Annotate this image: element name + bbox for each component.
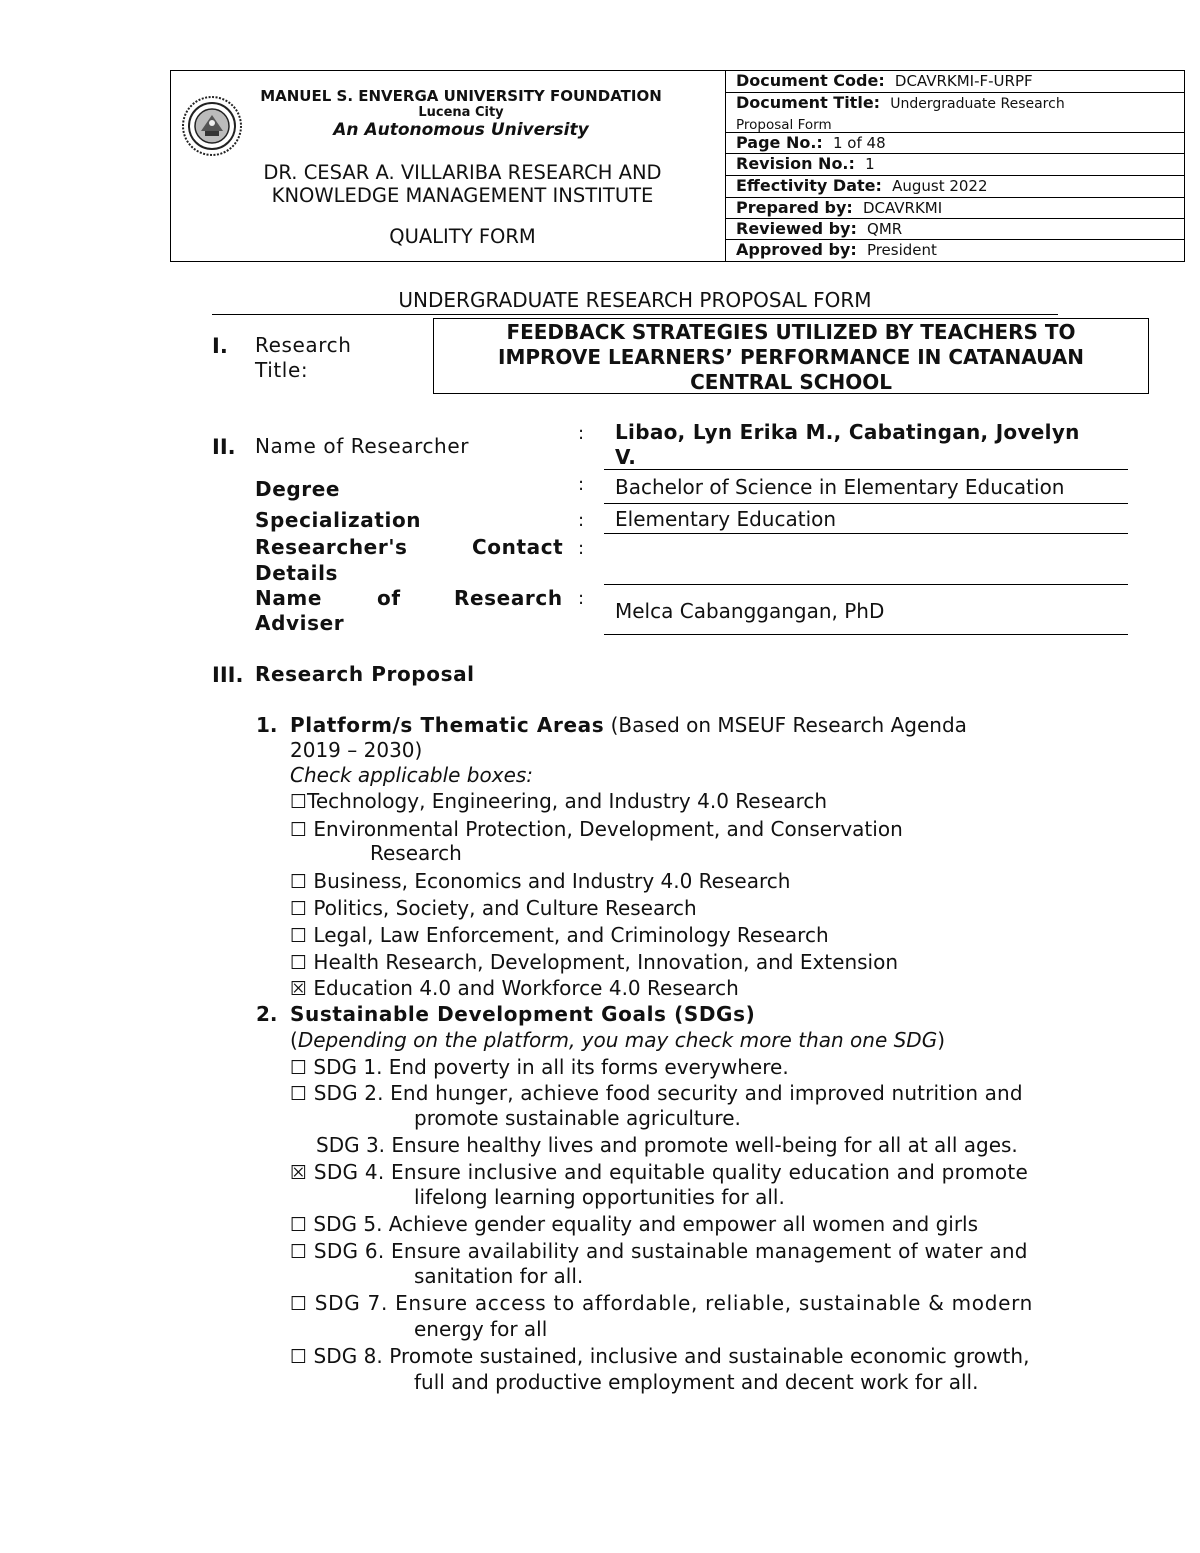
checkbox-unchecked-icon[interactable]: ☐: [290, 898, 308, 920]
option-text-continued: Research: [370, 841, 462, 865]
colon: :: [578, 474, 585, 495]
sdg-text-continued: promote sustainable agriculture.: [414, 1106, 741, 1130]
adviser-label-word3: Research: [454, 586, 563, 610]
colon: :: [578, 538, 585, 559]
researcher-name-label: Name of Researcher: [255, 434, 470, 458]
platform-option[interactable]: [290, 950, 898, 974]
university-name: MANUEL S. ENVERGA UNIVERSITY FOUNDATION: [260, 87, 662, 105]
sdg-option[interactable]: [290, 1344, 1030, 1368]
platform-option[interactable]: [290, 789, 827, 813]
label-line: Title:: [255, 358, 309, 382]
meta-revision-no: [726, 154, 1184, 176]
checkbox-unchecked-icon[interactable]: ☐: [290, 1057, 308, 1079]
contact-label-word1: Researcher's: [255, 535, 408, 559]
sdg-text: SDG 6. Ensure availability and sustainable management of water and: [307, 1239, 1028, 1263]
meta-value: DCAVRKMI: [862, 199, 943, 217]
meta-key: Effectivity Date:: [736, 176, 882, 195]
contact-details-field[interactable]: [604, 536, 1128, 585]
sdg-option[interactable]: [290, 1055, 789, 1079]
meta-prepared-by: [726, 198, 1184, 219]
meta-key: Prepared by:: [736, 198, 853, 217]
meta-value: 1: [865, 155, 875, 173]
checkbox-unchecked-icon[interactable]: ☐: [290, 1083, 308, 1105]
label-line: Research: [255, 333, 352, 357]
meta-value-cont: Proposal Form: [736, 117, 832, 133]
paren: (: [290, 1028, 298, 1052]
option-text: Business, Economics and Industry 4.0 Research: [307, 869, 791, 893]
item-2-number: 2.: [256, 1002, 278, 1026]
platform-option[interactable]: [290, 869, 790, 893]
institute-name-line1: DR. CESAR A. VILLARIBA RESEARCH AND: [263, 161, 662, 184]
researcher-name-field[interactable]: [604, 420, 1128, 470]
checkbox-unchecked-icon[interactable]: ☐: [290, 1214, 308, 1236]
meta-value: QMR: [867, 220, 903, 238]
sdg-option[interactable]: [290, 1291, 1033, 1315]
specialization-label: Specialization: [255, 508, 422, 532]
option-text: Politics, Society, and Culture Research: [307, 896, 697, 920]
checkbox-unchecked-icon[interactable]: ☐: [290, 791, 308, 813]
sdg-text: SDG 8. Promote sustained, inclusive and sustainable economic growth,: [307, 1344, 1030, 1368]
contact-label-word3: Details: [255, 561, 339, 585]
sdg-text: SDG 7. Ensure access to affordable, reliable, sustainable & modern: [307, 1291, 1034, 1315]
specialization-field[interactable]: Elementary Education: [604, 507, 1128, 534]
researcher-name-line2: V.: [615, 445, 637, 469]
sdg-option[interactable]: [290, 1081, 1023, 1105]
contact-label-word2: Contact: [472, 535, 564, 559]
platform-option[interactable]: [290, 976, 739, 1000]
university-seal-icon: [181, 95, 243, 157]
research-proposal-label: Research Proposal: [255, 662, 475, 686]
quality-form-label: QUALITY FORM: [389, 225, 536, 248]
platform-title-rest: (Based on MSEUF Research Agenda: [604, 713, 967, 737]
meta-key: Approved by:: [736, 240, 857, 259]
adviser-label-word2: of: [377, 586, 401, 610]
checkbox-checked-icon[interactable]: ☒: [290, 978, 308, 1000]
option-text: Legal, Law Enforcement, and Criminology Research: [307, 923, 829, 947]
meta-key: Document Code:: [736, 71, 885, 90]
checkbox-unchecked-icon[interactable]: ☐: [290, 1241, 308, 1263]
meta-value: DCAVRKMI-F-URPF: [894, 72, 1033, 90]
adviser-field[interactable]: Melca Cabanggangan, PhD: [604, 586, 1128, 635]
meta-value: August 2022: [892, 177, 988, 195]
document-header: [170, 70, 1185, 262]
sdg-text-continued: energy for all: [414, 1317, 548, 1341]
platform-title: Platform/s Thematic Areas: [290, 713, 605, 737]
meta-document-code: [726, 71, 1184, 93]
sdg-option[interactable]: [290, 1212, 978, 1236]
meta-value: Undergraduate Research: [890, 96, 1065, 112]
platform-option[interactable]: [290, 923, 829, 947]
sdg-text: SDG 4. Ensure inclusive and equitable quality education and promote: [307, 1160, 1028, 1184]
sdg-heading: Sustainable Development Goals (SDGs): [290, 1002, 756, 1026]
degree-label: Degree: [255, 477, 341, 501]
meta-document-title: [726, 93, 1184, 133]
meta-effectivity-date: [726, 176, 1184, 198]
sdg-option[interactable]: SDG 3. Ensure healthy lives and promote well-being for all at all ages.: [316, 1133, 1018, 1157]
meta-key: Reviewed by:: [736, 219, 857, 238]
sdg-option[interactable]: [290, 1160, 1028, 1184]
checkbox-unchecked-icon[interactable]: ☐: [290, 925, 308, 947]
colon: :: [578, 510, 585, 531]
platform-heading: [290, 713, 967, 737]
sdg-text: SDG 1. End poverty in all its forms everywhere.: [307, 1055, 789, 1079]
option-text: Environmental Protection, Development, and Conservation: [307, 817, 903, 841]
sdg-instruction-text: Depending on the platform, you may check more than one SDG: [297, 1028, 938, 1052]
sdg-text-continued: sanitation for all.: [414, 1264, 584, 1288]
sdg-text: SDG 2. End hunger, achieve food security and improved nutrition and: [307, 1081, 1023, 1105]
meta-page-no: [726, 133, 1184, 154]
checkbox-unchecked-icon[interactable]: ☐: [290, 952, 308, 974]
adviser-label-word1: Name: [255, 586, 323, 610]
university-tagline: An Autonomous University: [333, 120, 589, 140]
checkbox-unchecked-icon[interactable]: ☐: [290, 1293, 308, 1315]
meta-key: Page No.:: [736, 133, 823, 152]
sdg-text-continued: full and productive employment and decent work for all.: [414, 1370, 979, 1394]
meta-approved-by: [726, 240, 1184, 261]
degree-field[interactable]: Bachelor of Science in Elementary Education: [604, 475, 1128, 504]
meta-key: Document Title:: [736, 93, 881, 112]
option-text: Education 4.0 and Workforce 4.0 Research: [307, 976, 739, 1000]
checkbox-unchecked-icon[interactable]: ☐: [290, 871, 308, 893]
research-title-line3: CENTRAL SCHOOL: [690, 370, 892, 394]
meta-key: Revision No.:: [736, 154, 855, 173]
section-1-number: I.: [212, 334, 228, 358]
checkbox-unchecked-icon[interactable]: ☐: [290, 1346, 308, 1368]
institute-name-line2: KNOWLEDGE MANAGEMENT INSTITUTE: [271, 184, 654, 207]
section-3-number: III.: [212, 663, 244, 687]
meta-value: President: [866, 241, 937, 259]
checkbox-checked-icon[interactable]: ☒: [290, 1162, 308, 1184]
sdg-text-continued: lifelong learning opportunities for all.: [414, 1185, 785, 1209]
option-text: Technology, Engineering, and Industry 4.0 Research: [307, 789, 828, 813]
research-title-box[interactable]: [433, 318, 1149, 394]
platform-option[interactable]: [290, 817, 903, 841]
platform-option[interactable]: [290, 896, 697, 920]
research-title-line1: FEEDBACK STRATEGIES UTILIZED BY TEACHERS TO: [506, 320, 1076, 344]
option-text: Health Research, Development, Innovation, and Extension: [307, 950, 899, 974]
section-2-number: II.: [212, 435, 236, 459]
meta-reviewed-by: [726, 219, 1184, 240]
researcher-name-line1: Libao, Lyn Erika M., Cabatingan, Jovelyn: [615, 420, 1080, 444]
checkbox-unchecked-icon[interactable]: ☐: [290, 819, 308, 841]
research-title-label: [255, 333, 352, 383]
meta-value: 1 of 48: [833, 134, 886, 152]
sdg-text: SDG 5. Achieve gender equality and empower all women and girls: [307, 1212, 979, 1236]
platform-title-line2: 2019 – 2030): [290, 738, 423, 762]
form-title: UNDERGRADUATE RESEARCH PROPOSAL FORM: [212, 288, 1058, 315]
sdg-instruction: [290, 1028, 945, 1052]
sdg-option[interactable]: [290, 1239, 1028, 1263]
platform-instruction: Check applicable boxes:: [290, 763, 534, 787]
colon: :: [578, 423, 585, 444]
paren: ): [937, 1028, 946, 1052]
header-meta-cell: [726, 71, 1184, 261]
header-institution-cell: [171, 71, 726, 261]
university-city: Lucena City: [418, 105, 504, 120]
research-title-line2: IMPROVE LEARNERS’ PERFORMANCE IN CATANAUAN: [498, 345, 1084, 369]
adviser-label-word4: Adviser: [255, 611, 345, 635]
item-1-number: 1.: [256, 713, 278, 737]
colon: :: [578, 588, 585, 609]
